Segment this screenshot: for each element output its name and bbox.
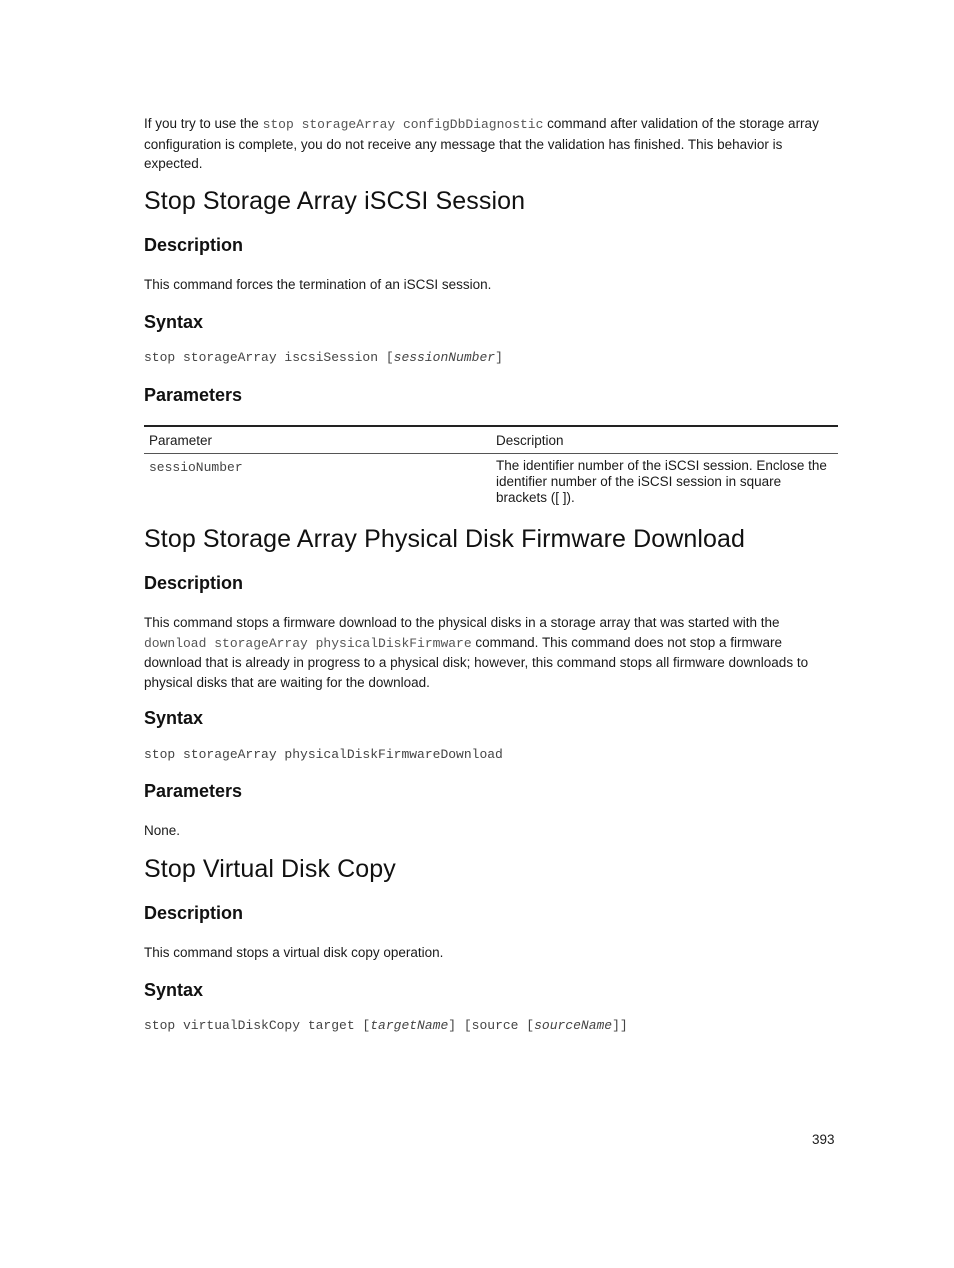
syntax-code-suffix: ] <box>495 350 503 365</box>
syntax-code <box>144 350 503 365</box>
parameters-heading: Parameters <box>144 385 243 405</box>
syntax-heading: Syntax <box>144 312 204 332</box>
syntax-code-prefix: stop storageArray iscsiSession [ <box>144 350 394 365</box>
table-header-parameter: Parameter <box>144 426 491 454</box>
syntax-code-part3: ]] <box>612 1018 628 1033</box>
description-heading: Description <box>144 235 244 255</box>
parameters-heading: Parameters <box>144 781 243 801</box>
description-text: This command forces the termination of an iSCSI session. <box>144 277 492 292</box>
description-text-before: This command stops a firmware download to the physical disks in a storage array that was started with the <box>144 615 780 630</box>
page-number: 393 <box>812 1132 835 1147</box>
syntax-code <box>144 1018 628 1033</box>
syntax-code-part1: stop virtualDiskCopy target [ <box>144 1018 371 1033</box>
syntax-heading: Syntax <box>144 708 204 728</box>
table-header-description: Description <box>491 426 838 454</box>
description-heading: Description <box>144 903 244 923</box>
parameters-table <box>144 425 838 510</box>
description-text-after: command. This command does not stop a firmware download that is already in progress to a physical disk; however, this command stops all firmware downloads to physical disks that are waiting for the download. <box>144 634 809 690</box>
table-header-row <box>144 426 838 454</box>
parameters-text: None. <box>144 823 181 838</box>
syntax-heading: Syntax <box>144 980 204 1000</box>
section-title-iscsi-session: Stop Storage Array iSCSI Session <box>144 187 526 215</box>
description-text <box>144 613 838 692</box>
section-title-virtual-disk-copy: Stop Virtual Disk Copy <box>144 855 396 883</box>
intro-text-before: If you try to use the <box>144 116 263 131</box>
syntax-code: stop storageArray physicalDiskFirmwareDownload <box>144 747 503 762</box>
description-inline-code: download storageArray physicalDiskFirmware <box>144 635 472 651</box>
syntax-code-param: sessionNumber <box>393 350 496 365</box>
intro-inline-code: stop storageArray configDbDiagnostic <box>262 117 544 132</box>
description-heading: Description <box>144 573 244 593</box>
section-title-firmware-download: Stop Storage Array Physical Disk Firmware Download <box>144 525 746 553</box>
intro-paragraph <box>144 114 838 174</box>
intro-text-after: command after validation of the storage array configuration is complete, you do not receive any message that the validation has finished. This behavior is expected. <box>144 116 819 171</box>
table-cell-description: The identifier number of the iSCSI session. Enclose the identifier number of the iSCSI session in square brackets ([ ]). <box>496 458 827 505</box>
description-text: This command stops a virtual disk copy operation. <box>144 945 444 960</box>
syntax-code-part2: ] [source [ <box>448 1018 535 1033</box>
syntax-code-param2: sourceName <box>534 1018 613 1033</box>
table-cell-parameter: sessioNumber <box>149 460 243 475</box>
syntax-code-param1: targetName <box>370 1018 449 1033</box>
table-row <box>144 454 838 511</box>
